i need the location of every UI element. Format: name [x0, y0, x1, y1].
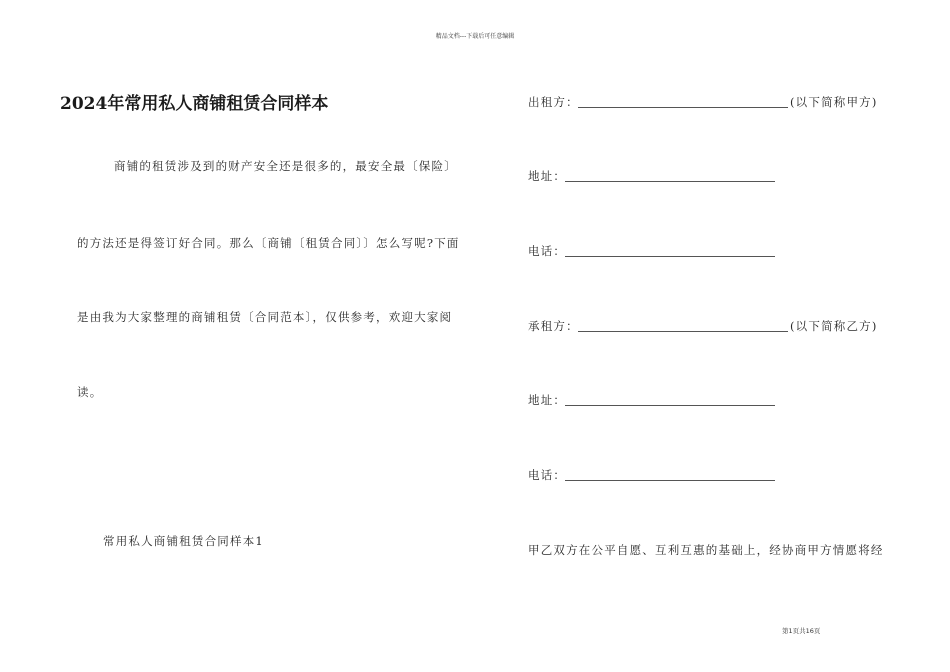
lessor-label: 出租方： [528, 95, 579, 109]
header-note: 精品文档---下载后可任意编辑 [435, 33, 515, 40]
paragraph-line-3: 是由我为大家整理的商铺租赁〔合同范本〕，仅供参考，欢迎大家阅 [77, 310, 453, 324]
lessor-blank-line [578, 107, 788, 108]
section-heading: 常用私人商铺租赁合同样本1 [103, 534, 264, 548]
lessee-label: 承租方： [528, 319, 579, 333]
page-number: 第1页共16页 [782, 627, 821, 635]
lessee-suffix: (以下简称乙方) [790, 319, 878, 333]
lessee-blank-line [578, 331, 788, 332]
lessee-address-blank-line [565, 405, 775, 406]
lessor-suffix: (以下简称甲方) [790, 95, 878, 109]
paragraph-line-2: 的方法还是得签订好合同。那么〔商铺〔租赁合同〕〕怎么写呢?下面 [77, 236, 460, 250]
lessor-phone-label: 电话： [528, 244, 567, 258]
paragraph-line-4: 读。 [77, 385, 103, 399]
lessor-phone-blank-line [565, 256, 775, 257]
lessee-phone-label: 电话： [528, 468, 567, 482]
lessor-address-blank-line [565, 181, 775, 182]
lessor-address-label: 地址： [528, 169, 567, 183]
paragraph-line-1: 商铺的租赁涉及到的财产安全还是很多的，最安全最〔保险〕 [114, 159, 457, 173]
closing-line: 甲乙双方在公平自愿、互利互惠的基础上，经协商甲方情愿将经 [528, 543, 884, 557]
lessee-address-label: 地址： [528, 393, 567, 407]
document-title: 2024年常用私人商铺租赁合同样本 [60, 94, 329, 114]
lessee-phone-blank-line [565, 480, 775, 481]
